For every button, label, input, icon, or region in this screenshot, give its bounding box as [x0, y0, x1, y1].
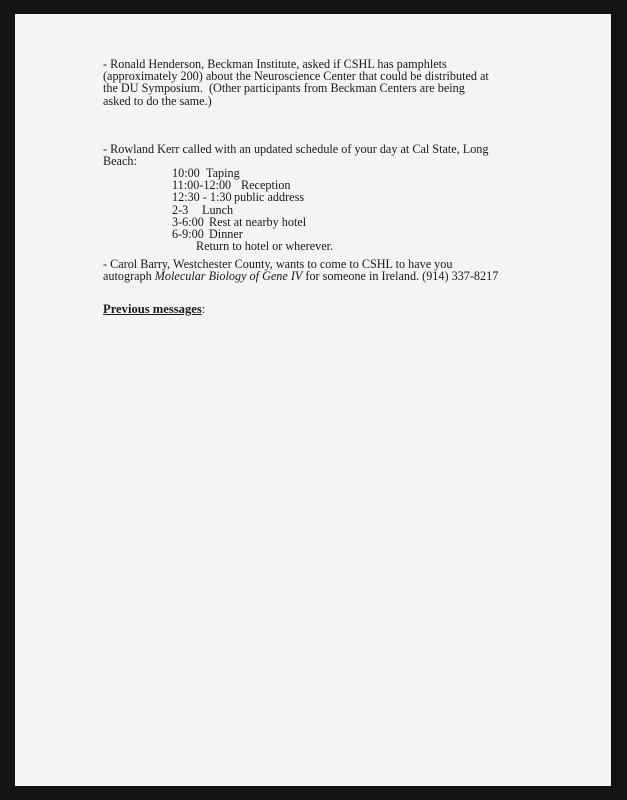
message-line: asked to do the same.) — [103, 93, 212, 108]
message-line: (approximately 200) about the Neuroscience Center that could be distributed at — [103, 69, 489, 84]
schedule-row: 11:00-12:00 Reception — [172, 178, 291, 193]
message-henderson — [103, 58, 523, 107]
schedule-row: 3-6:00 Rest at nearby hotel — [172, 214, 307, 229]
schedule-row: 10:00 Taping — [172, 166, 240, 180]
schedule-row: 6-9:00 Dinner — [172, 227, 243, 242]
document-page — [15, 14, 611, 786]
message-line: Beach: — [103, 154, 137, 169]
message-barry — [103, 258, 523, 282]
previous-messages-heading: Previous messages: — [103, 302, 206, 316]
schedule-list — [172, 167, 333, 252]
message-line: the DU Symposium. (Other participants from Beckman Centers are being — [103, 81, 465, 96]
message-line: autograph Molecular Biology of Gene IV for someone in Ireland. (914) 337-8217 — [103, 269, 499, 284]
schedule-row: 2-3 Lunch — [172, 202, 234, 217]
message-line: - Ronald Henderson, Beckman Institute, asked if CSHL has pamphlets — [103, 57, 447, 71]
message-kerr — [103, 143, 523, 167]
book-title: Molecular Biology of Gene IV — [154, 269, 303, 284]
schedule-note: Return to hotel or wherever. — [196, 239, 334, 254]
message-line: - Carol Barry, Westchester County, wants to come to CSHL to have you — [103, 257, 453, 271]
message-line: - Rowland Kerr called with an updated schedule of your day at Cal State, Long — [103, 142, 489, 156]
schedule-row: 12:30 - 1:30 public address — [172, 190, 305, 205]
